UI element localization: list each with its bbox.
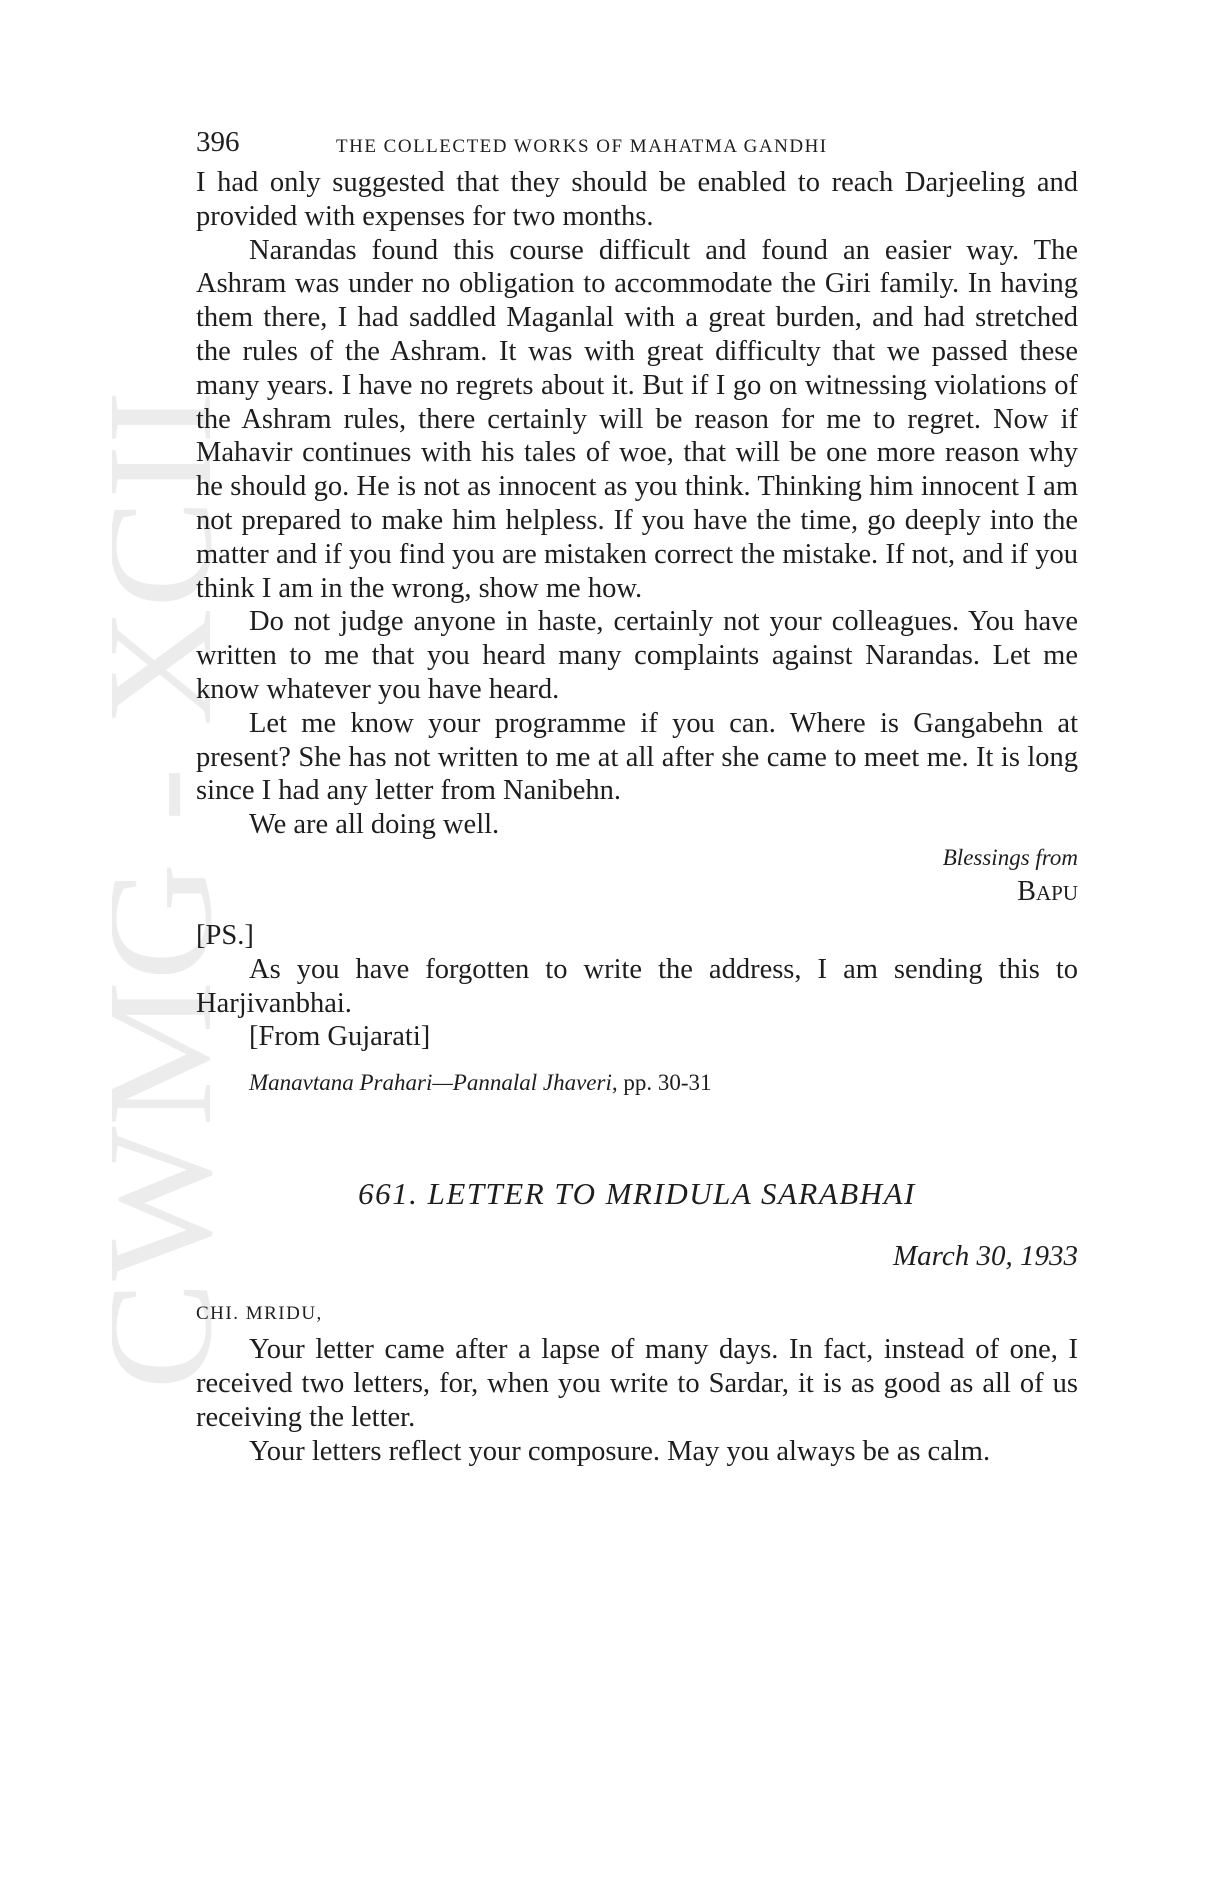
salutation: CHI. MRIDU, [196,1303,323,1325]
signature-initial: B [1017,875,1036,907]
ps-label: [PS.] [196,919,254,951]
source-citation [249,1070,1078,1096]
letter-title: 661. LETTER TO MRIDULA SARABHAI [358,1176,916,1212]
watermark-text: CWMG XCII [112,473,232,1390]
signature-block [196,842,1078,911]
signature-rest: APU [1035,880,1078,905]
page-number: 396 [196,126,240,158]
paragraph-5: We are all doing well. [249,809,500,841]
letter2-paragraph-2: Your letters reflect your composure. May you always be as calm. [249,1435,991,1467]
page-body [196,126,1078,1468]
paragraph-3: Do not judge anyone in haste, certainly not your colleagues. You have written to me that you heard many complaints against Narandas. Let me know whatever you have heard. [196,606,1078,705]
signature [196,874,1078,911]
letter-date: March 30, 1933 [893,1240,1078,1273]
page-header [196,126,1078,166]
blessings-line: Blessings from [942,844,1078,870]
paragraph-1: I had only suggested that they should be enabled to reach Darjeeling and provided with expenses for two months. [196,167,1078,232]
source-pages: pp. 30-31 [623,1070,712,1096]
running-title: THE COLLECTED WORKS OF MAHATMA GANDHI [336,136,828,157]
paragraph-4: Let me know your programme if you can. Where is Gangabehn at present? She has not written to me at all after she came to meet me. It is long since I had any letter from Nanibehn. [196,707,1078,807]
letter2-paragraph-1: Your letter came after a lapse of many days. In fact, instead of one, I received two letters, for, when you write to Sardar, it is as good as all of us receiving the letter. [196,1334,1078,1433]
source-title: Manavtana Prahari—Pannalal Jhaveri, [249,1070,618,1096]
ps-text: As you have forgotten to write the address, I am sending this to Harjivanbhai. [196,953,1078,1019]
from-note: [From Gujarati] [249,1021,431,1053]
paragraph-2: Narandas found this course difficult and found an easier way. The Ashram was under no obligation to accommodate the Giri family. In having them there, I had saddled Maganlal with a great burden, and had stretched the rules of the Ashram. It was with great difficulty that we passed these many years. I have no regrets about it. But if I go on witnessing violations of the Ashram rules, there certainly will be reason for me to regret. Now if Mahavir continues with his tales of woe, that will be one more reason why he should go. He is not as innocent as you think. Thinking him innocent I am not prepared to make him helpless. If you have the time, go deeply into the matter and if you find you are mistaken correct the mistake. If not, and if you think I am in the wrong, show me how. [196,234,1078,604]
